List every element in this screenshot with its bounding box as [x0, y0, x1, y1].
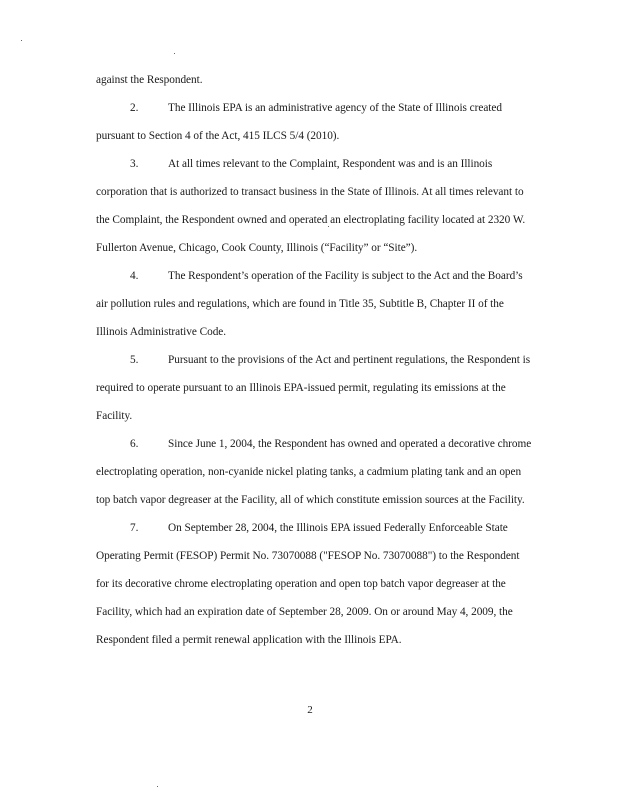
paragraph-text-line: Facility.: [96, 410, 133, 422]
paragraph-text-line: Fullerton Avenue, Chicago, Cook County, Illinois (“Facility” or “Site”).: [96, 242, 418, 254]
paragraph-text-line: the Complaint, the Respondent owned and operated an electroplating facility located at 2320 W.: [96, 214, 526, 226]
scan-speck: [174, 53, 175, 54]
page-number: 2: [307, 704, 313, 716]
paragraph-text-line: pursuant to Section 4 of the Act, 415 ILCS 5/4 (2010).: [96, 130, 340, 142]
paragraph-text-line: air pollution rules and regulations, which are found in Title 35, Subtitle B, Chapter II of the: [96, 298, 504, 310]
paragraph-text-line: On September 28, 2004, the Illinois EPA issued Federally Enforceable State: [168, 522, 508, 534]
paragraph-number: 3.: [130, 158, 139, 170]
paragraph-text-line: Illinois Administrative Code.: [96, 326, 227, 338]
paragraph-text-line: Operating Permit (FESOP) Permit No. 73070088 ("FESOP No. 73070088") to the Respondent: [96, 550, 520, 562]
opening-line: against the Respondent.: [96, 74, 203, 86]
paragraph-text-line: The Respondent’s operation of the Facility is subject to the Act and the Board’s: [168, 270, 523, 282]
paragraph-text-line: Respondent filed a permit renewal application with the Illinois EPA.: [96, 634, 402, 646]
scan-speck: [157, 786, 158, 787]
paragraph-text-line: top batch vapor degreaser at the Facility, all of which constitute emission sources at the Facility.: [96, 494, 525, 506]
paragraph-number: 5.: [130, 354, 139, 366]
paragraph-text-line: At all times relevant to the Complaint, Respondent was and is an Illinois: [168, 158, 493, 170]
paragraph-number: 7.: [130, 522, 139, 534]
paragraph-text-line: The Illinois EPA is an administrative agency of the State of Illinois created: [168, 102, 502, 114]
paragraph-text-line: electroplating operation, non-cyanide nickel plating tanks, a cadmium plating tank and an open: [96, 466, 522, 478]
paragraph-text-line: for its decorative chrome electroplating operation and open top batch vapor degreaser at the: [96, 578, 506, 590]
paragraph-number: 2.: [130, 102, 139, 114]
paragraph-number: 4.: [130, 270, 139, 282]
paragraph-text-line: required to operate pursuant to an Illinois EPA-issued permit, regulating its emissions at the: [96, 382, 506, 394]
scan-speck: [21, 40, 22, 41]
paragraph-text-line: Pursuant to the provisions of the Act and pertinent regulations, the Respondent is: [168, 354, 531, 366]
paragraph-number: 6.: [130, 438, 139, 450]
paragraph-text-line: corporation that is authorized to transact business in the State of Illinois. At all times relevant to: [96, 186, 524, 198]
paragraph-text-line: Since June 1, 2004, the Respondent has owned and operated a decorative chrome: [168, 438, 532, 450]
paragraph-text-line: Facility, which had an expiration date of September 28, 2009. On or around May 4, 2009, the: [96, 606, 513, 618]
